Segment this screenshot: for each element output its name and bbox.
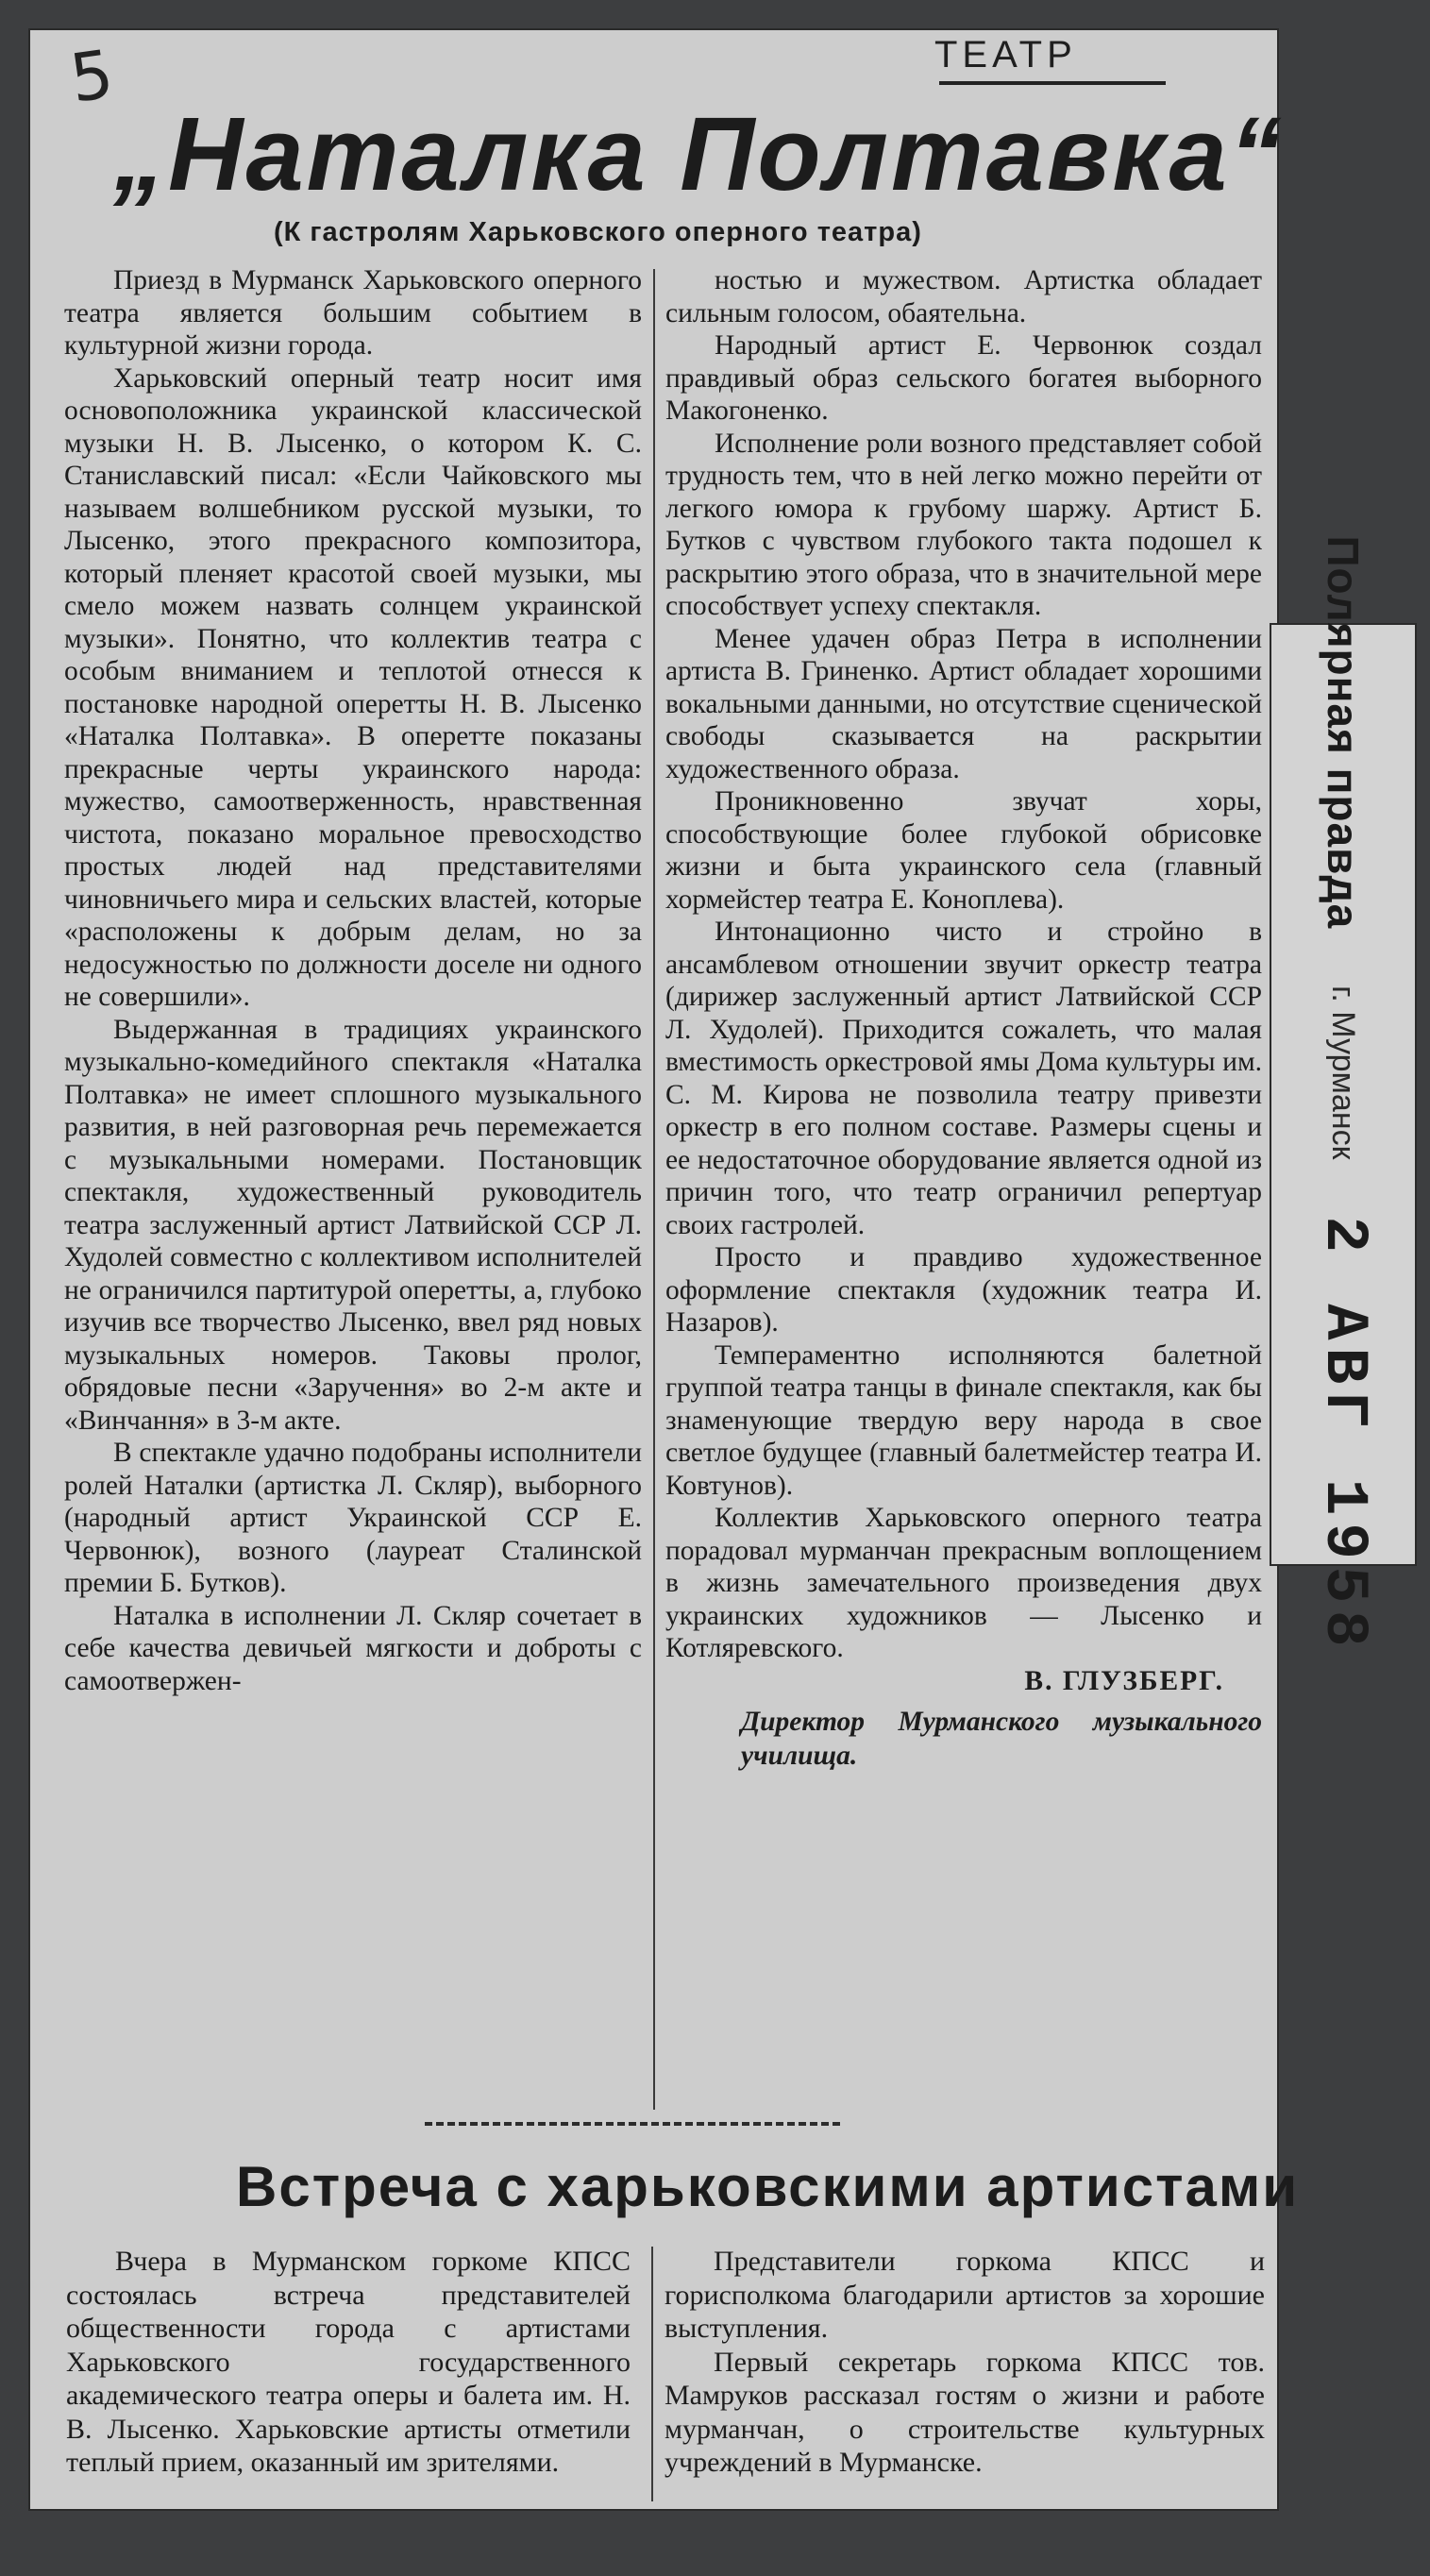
stamp-date: 2 АВГ 1958 <box>1309 1215 1377 1655</box>
paragraph: Коллектив Харьковского оперного театра порадовал мурманчан прекрасным воплощением в жизнь замечательного произведения двух украинских художников — Лысенко и Котляревского. <box>665 1503 1262 1663</box>
author-role: Директор Мурманского музыкального училища. <box>741 1707 1262 1771</box>
article-subtitle: (К гастролям Харьковского оперного театра) <box>274 217 922 247</box>
paragraph: Темпераментно исполняются балетной группой театра танцы в финале спектакля, как бы знаменующие твердую веру народа в свое светлое будущее (главный балетмейстер театра И. Ковтунов). <box>665 1339 1262 1501</box>
paragraph: ностью и мужеством. Артистка обладает сильным голосом, обаятельна. <box>665 265 1262 328</box>
stamp-city: г. Мурманск <box>1325 985 1362 1159</box>
paragraph: Менее удачен образ Петра в исполнении артиста В. Гриненко. Артист обладает хорошими вокальными данными, но отсутствие сценической свободы сказывается на раскрытии художественного образа. <box>665 623 1262 784</box>
article-separator <box>425 2122 840 2126</box>
second-article-title: Встреча с харьковскими артистами <box>236 2155 1300 2218</box>
paragraph: Представители горкома КПСС и горисполкома благодарили артистов за хорошие выступления. <box>665 2246 1265 2344</box>
second-article-column-2 <box>665 2245 1265 2480</box>
article-column-2 <box>665 264 1262 1773</box>
paragraph: Первый секретарь горкома КПСС тов. Мамруков рассказал гостям о жизни и работе мурманчан, о строительстве культурных учреждений в Мурманске. <box>665 2346 1265 2478</box>
paragraph: Выдержанная в традициях украинского музыкально-комедийного спектакля «Наталка Полтавка» не имеет сплошного музыкального развития, в ней разговорная речь перемежается с музыкальными номерами. Постановщик спектакля, художественный руководитель театра заслуженный артист Латвийской ССР Л. Худолей совместно с коллективом исполнителей не ограничился партитурой оперетты, а, глубоко изучив все творчество Лысенко, ввел ряд новых музыкальных номеров. Таковы пролог, обрядовые песни «Заручення» во 2-м акте и «Винчання» в 3-м акте. <box>64 1014 642 1436</box>
column-divider <box>653 269 655 2110</box>
paragraph: Просто и правдиво художественное оформление спектакля (художник театра И. Назаров). <box>665 1242 1262 1338</box>
paragraph: Исполнение роли возного представляет собой трудность тем, что в ней легко можно перейти от легкого юмора к грубому шаржу. Артист Б. Бутков с чувством глубокого такта подошел к раскрытию этого образа, что в значительной мере способствует успеху спектакля. <box>665 428 1262 621</box>
page-number: 5 <box>65 35 119 118</box>
rubric-underline <box>939 81 1166 85</box>
column-divider <box>651 2247 653 2501</box>
paragraph: Наталка в исполнении Л. Скляр сочетает в себе качества девичьей мягкости и доброты с самоотвержен- <box>64 1600 642 1696</box>
stamp-newspaper-name: Полярная правда <box>1319 534 1368 929</box>
paragraph: Харьковский оперный театр носит имя основоположника украинской классической музыки Н. В. Лысенко, о котором К. С. Станиславский писал: «Если Чайковского мы называем волшебником русской музыки, то Лысенко, этого прекрасного композитора, который пленяет красотой своей музыки, мы смело можем назвать солнцем украинской музыки». Понятно, что коллектив театра с особым вниманием и теплотой отнесся к постановке народной оперетты Н. В. Лысенко «Наталка Полтавка». В оперетте показаны прекрасные черты украинского народа: мужество, самоотверженность, нравственная чистота, показано моральное превосходство простых людей над представителями чиновничьего мира и сельских властей, которые «расположены к добрым делам, но за недосужностью по должности доселе ни одного не совершили». <box>64 362 642 1012</box>
paragraph: Вчера в Мурманском горкоме КПСС состоялась встреча представителей общественности города с артистами Харьковского государственного академического театра оперы и балета им. Н. В. Лысенко. Харьковские артисты отметили теплый прием, оказанный им зрителями. <box>66 2246 631 2478</box>
section-rubric: ТЕАТР <box>934 34 1077 76</box>
second-article-column-1 <box>66 2245 631 2480</box>
archive-stamp <box>1270 534 1417 1655</box>
paragraph: В спектакле удачно подобраны исполнители ролей Наталки (артистка Л. Скляр), выборного (народный артист Украинской ССР Е. Червонюк), возного (лауреат Сталинской премии Б. Бутков). <box>64 1438 642 1598</box>
paragraph: Интонационно чисто и стройно в ансамблевом отношении звучит оркестр театра (дирижер заслуженный артист Латвийской ССР Л. Худолей). Приходится сожалеть, что малая вместимость оркестровой ямы Дома культуры им. С. М. Кирова не позволила театру привезти оркестр в его полном составе. Размеры сцены и ее недостаточное оборудование является одной из причин того, что театр ограничил репертуар своих гастролей. <box>665 917 1262 1240</box>
article-title: „Наталка Полтавка“ <box>113 96 1285 212</box>
paragraph: Проникновенно звучат хоры, способствующие более глубокой обрисовке жизни и быта украинского села (главный хормейстер театра Е. Коноплева). <box>665 786 1262 915</box>
paragraph: Приезд в Мурманск Харьковского оперного театра является большим событием в культурной жизни города. <box>64 265 642 361</box>
author-signature: В. ГЛУЗБЕРГ. <box>1024 1665 1224 1696</box>
article-column-1 <box>64 264 642 1697</box>
paragraph: Народный артист Е. Червонюк создал правдивый образ сельского богатея выборного Макогоненко. <box>665 330 1262 426</box>
